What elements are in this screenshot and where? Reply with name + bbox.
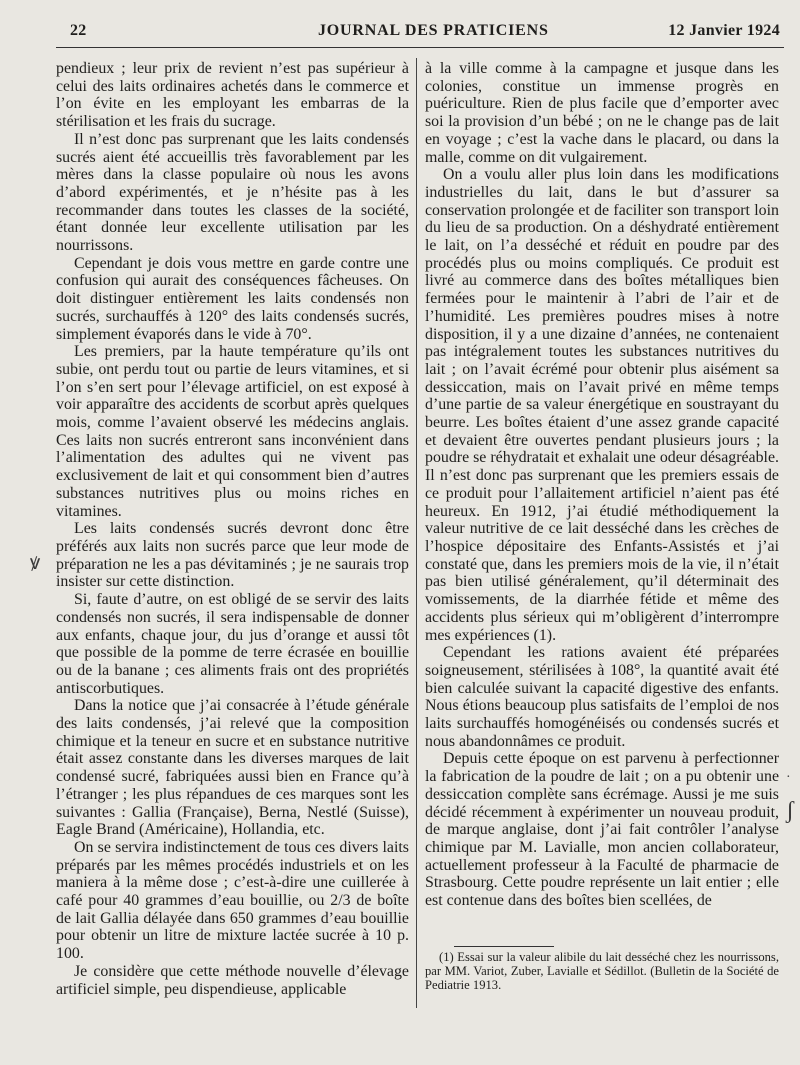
handwritten-margin-bar: ʃ xyxy=(786,798,794,824)
margin-dot: · xyxy=(786,770,791,785)
paragraph: Dans la notice que j’ai consacrée à l’étude générale des laits condensés, j’ai relevé que la composition chimique et la teneur en sucre et en substance nutritive était assez constante dans les diverses marques de lait condensé sucré, fabriquées aussi bien en France qu’à l’étranger ; les plus répandues de ces marques sont les suivantes : Gallia (Française), Berna, Nestlé (Suisse), Eagle Brand (Américaine), Hollandia, etc. xyxy=(56,697,409,839)
paragraph: pendieux ; leur prix de revient n’est pas supérieur à celui des laits ordinaires achetés dans le commerce et l’on évite en les employant les embarras de la stérilisation et les frais du sucrage. xyxy=(56,60,409,131)
paragraph: Les premiers, par la haute température qu’ils ont subie, ont perdu tout ou partie de leurs vitamines, et si l’on s’en sert pour l’élevage artificiel, on est exposé à voir apparaître des accidents de scorbut après quelques mois, comme l’avaient observé les médecins anglais. Ces laits non sucrés entreront sans inconvénient dans l’alimentation des adultes qui ne vivent pas exclusivement de lait et qui consomment bien d’autres substances nutritives plus ou moins riches en vitamines. xyxy=(56,343,409,520)
paragraph: Les laits condensés sucrés devront donc être préférés aux laits non sucrés parce que leur mode de préparation ne les a pas dévitaminés ; je ne saurais trop insister sur cette distinction. xyxy=(56,520,409,591)
paragraph: Je considère que cette méthode nouvelle d’élevage artificiel simple, peu dispendieuse, applicable xyxy=(56,962,409,998)
header-rule xyxy=(56,47,784,48)
journal-title: JOURNAL DES PRATICIENS xyxy=(318,22,549,39)
issue-date: 12 Janvier 1924 xyxy=(668,22,780,39)
handwritten-margin-mark: ꝟ xyxy=(30,552,41,574)
paragraph: Il n’est donc pas surprenant que les laits condensés sucrés aient été accueillis très favorablement par les mères dans la classe populaire où nous les avons d’abord expérimentés, et je n’hésite pas à les recommander dans toutes les classes de la société, étant donnée leur excellente utilisation par les nourrissons. xyxy=(56,130,409,255)
paragraph: Cependant les rations avaient été préparées soigneusement, stérilisées à 108°, la quantité avait été bien calculée suivant la capacité digestive des enfants. Nous étions beaucoup plus satisfaits de l’emploi de nos laits surchauffés homogénéisés ou condensés sucrés et nous abandonnâmes ce produit. xyxy=(425,644,779,750)
paragraph: Depuis cette époque on est parvenu à perfectionner la fabrication de la poudre de lait ; on a pu obtenir une dessiccation complète sans écrémage. Aussi je me suis décidé récemment à expérimenter un nouveau produit, de marque anglaise, dont j’ai fait contrôler l’analyse chimique par M. Lavialle, mon ancien collaborateur, actuellement professeur à la Faculté de pharmacie de Strasbourg. Cette poudre représente un lait entier ; elle est contenue dans des boîtes bien scellées, de xyxy=(425,750,779,910)
paragraph: Si, faute d’autre, on est obligé de se servir des laits condensés non sucrés, il sera indispensable de donner aux enfants, chaque jour, du jus d’orange et aussi tôt que possible de la pomme de terre écrasée en bouillie ou de la banane ; ces aliments frais ont des propriétés antiscorbutiques. xyxy=(56,591,409,697)
footnote-rule xyxy=(454,946,554,947)
column-divider xyxy=(416,58,417,1008)
footnote-text: (1) Essai sur la valeur alibile du lait desséché chez les nourrissons, par MM. Variot, Zuber, Lavialle et Sédillot. (Bulletin de la Société de Pediatrie 1913. xyxy=(425,950,779,993)
left-column xyxy=(56,60,409,998)
paragraph: Cependant je dois vous mettre en garde contre une confusion qui aurait des conséquences fâcheuses. On doit distinguer entièrement les laits condensés non sucrés, surchauffés à 120° des laits condensés sucrés, simplement évaporés dans le vide à 70°. xyxy=(56,254,409,343)
paragraph: On se servira indistinctement de tous ces divers laits préparés par les mêmes procédés industriels et on les maniera à la même dose ; c’est-à-dire une cuillerée à café pour 40 grammes d’eau bouillie, ou 2/3 de boîte de lait Gallia délayée dans 650 grammes d’eau bouillie pour obtenir un litre de mixture lactée sucrée à 10 p. 100. xyxy=(56,838,409,963)
footnote xyxy=(425,950,779,993)
paragraph: à la ville comme à la campagne et jusque dans les colonies, constitue un immense progrès en puériculture. Rien de plus facile que d’emporter avec soi la provision d’un bébé ; on ne le change pas de lait en voyage ; c’est la vache dans le placard, ou dans la malle, comme on dit vulgairement. xyxy=(425,60,779,166)
page-header xyxy=(56,22,780,44)
paragraph: On a voulu aller plus loin dans les modifications industrielles du lait, dans le but d’assurer sa conservation prolongée et de faciliter son transport loin du lieu de sa production. On a déshydraté entièrement le lait, on l’a desséché et réduit en poudre par des procédés plus ou moins compliqués. Ce produit est livré au commerce dans des boîtes métalliques bien fermées pour le maintenir à l’abri de l’air et de l’humidité. Les premières poudres mises à notre disposition, il y a une dizaine d’années, ne contenaient pas intégralement toutes les substances nutritives du lait ; on l’avait écrémé pour obtenir plus aisément sa dessiccation, mais on l’avait privé en même temps d’une partie de sa valeur énergétique en soustrayant du beurre. Les boîtes étaient d’une assez grande capacité et devaient être ouvertes pendant plusieurs jours ; la poudre se réhydratait et exhalait une odeur désagréable. Il n’est donc pas surprenant que les premiers essais de ce produit pour l’allaitement artificiel n’aient pas été heureux. En 1912, j’ai étudié méthodiquement la valeur nutritive de ce lait desséché dans les crèches de l’hospice dépositaire des Enfants-Assistés et j’ai constaté que, dans les premiers mois de la vie, il n’était pas bien utilisé généralement, qu’il déterminait des vomissements, de la diarrhée fétide et même des accidents plus sérieux qui m’obligèrent d’interrompre mes expériences (1). xyxy=(425,166,779,644)
right-column xyxy=(425,60,779,910)
page-number: 22 xyxy=(70,22,87,39)
